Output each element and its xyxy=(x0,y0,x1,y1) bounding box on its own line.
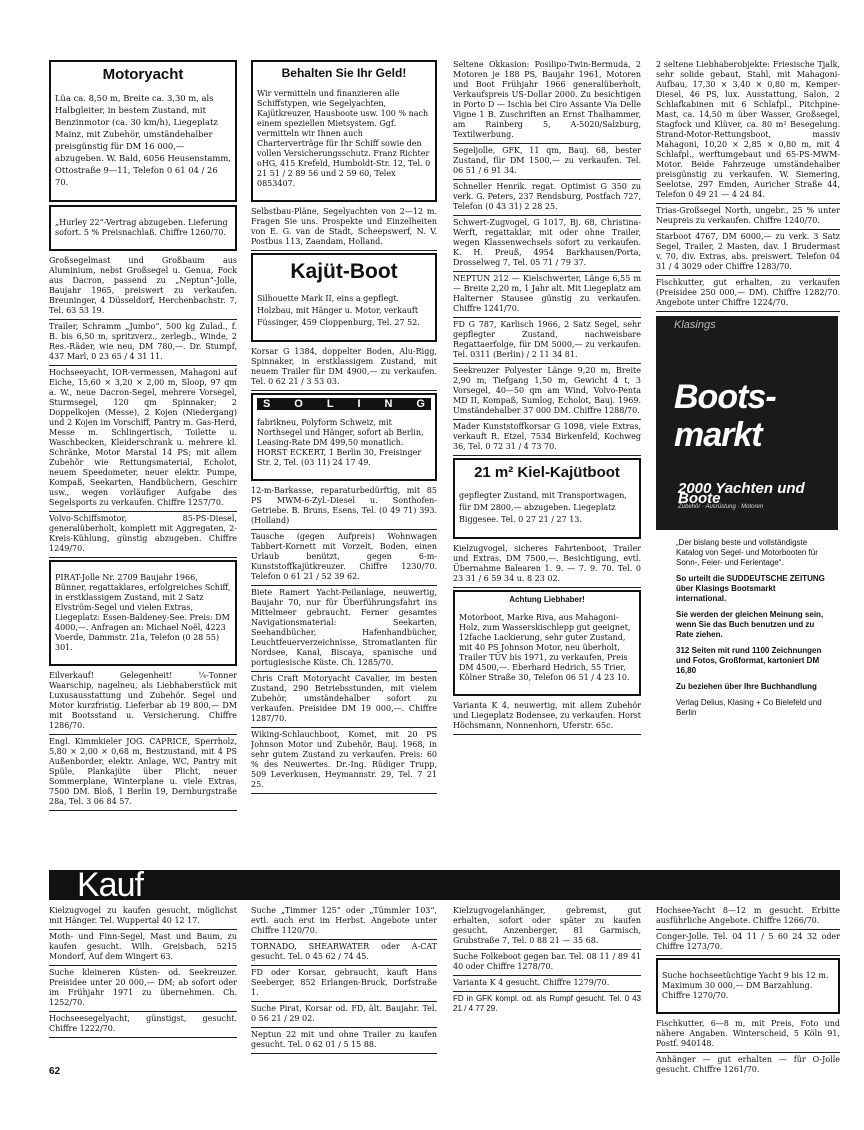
ad-text: Varianta K 4 gesucht. Chiffre 1279/70. xyxy=(453,978,610,987)
kauf-section-header xyxy=(49,866,840,904)
ad-chris-craft xyxy=(251,672,437,728)
ad-eilverkauf xyxy=(49,669,237,735)
ad-text: Wiking-Schlauchboot, Komet, mit 20 PS Johnson Motor und Zubehör, Bauj. 1968, in sehr gutem Zustand zu verkaufen. Preis: 60 % des Neuwertes. Dr.-Ing. Rüdiger Trupp, 509 Leverkusen, Heymannstr. 29, Tel. 7 21 25. xyxy=(251,730,437,789)
ad-text: Suche kleineren Küsten- od. Seekreuzer. Preisidee unter 20 000,— DM; ab sofort oder im Frühjahr 1971 zu übernehmen. Ch. 1252/70. xyxy=(49,968,237,1007)
soling-letter: S xyxy=(263,398,271,410)
kauf-ad xyxy=(656,930,840,956)
ad-okkasion xyxy=(453,58,641,144)
ad-title: 21 m² Kiel-Kajütboot xyxy=(474,464,620,481)
ad-text: Korsar G 1384, doppelter Boden, Alu-Rigg, Spinnaker, in erstklassigem Zustand, mit neuem Trailer für DM 4900,— zu verkaufen. Tel. 0 62 21 / 3 53 03. xyxy=(251,347,437,386)
ad-text: Kielzugvogel, sicheres Fahrtenboot, Trailer und Extras, DM 7500,—. Besichtigung, evtl. Übernahme Balearen 1. 9. — 7. 9. 70. Tel. 0 23 31 / 6 59 34 u. 8 23 02. xyxy=(453,544,641,583)
book-cover-image xyxy=(656,316,838,530)
ad-title: Motoryacht xyxy=(102,66,184,83)
kauf-ad xyxy=(453,904,641,950)
ad-text: PIRAT-Jolle Nr. 2709 Baujahr 1966, Bünner, regattaklares, erfolgreiches Schiff, in erstklassigem Zustand, mit 2 Satz Elvström-Segel und vielen Extras, Liegeplatz: Essen-Baldeney-See. Preis: DM 4000,—. Anfragen an: Michael Noël, 4223 Voerde, Dammstr. 21a, Telefon (0 28 55) 301. xyxy=(55,572,231,652)
soling-letter: N xyxy=(384,398,393,410)
kauf-column-1 xyxy=(49,904,237,1038)
ad-barkasse xyxy=(251,484,437,530)
kauf-column-4 xyxy=(656,904,840,1078)
ad-text: 2 seltene Liebhaberobjekte: Friesische Tjalk, sehr solide gebaut, Stahl, mit Mahagoni-Aufbau, 17,30 × 3,40 × 0,80 m, Kemper-Diesel, 46 PS, lux. Ausstattung, Salon, 2 Schlafkabinen mit 6 Schlafpl., Pitchpine-Mast, ca. 14,50 m über Wasser, Großsegel, Stagfock und Klüver, ca. 80 m² Besegelung. Strand-Motor-Rettungsboot, massiv Mahagoni, 10,20 × 2,85 × 0,80 m, mit 4 Schlafpl., werftumgebaut und 65-PS-MWM-Motor. Beide Fahrzeuge umständehalber preisgünstig zu verkaufen. W. Siemering, Seelotse, 297 Emden, Auricher Straße 44, Telefon 0 49 21 — 4 24 84. xyxy=(656,60,840,199)
ad-text: FD in GFK kompl. od. als Rumpf gesucht. Tel. 0 43 21 / 4 77 29. xyxy=(453,994,641,1013)
ad-text: Trailer, Schramm „Jumbo“, 500 kg Zulad., f. B. bis 6,50 m, spritzverz., zerlegb., Winde, 2 Res.-Räder, wie neu, DM 780,—. Dr. Stumpf, 437 Marl, 0 23 65 / 4 31 11. xyxy=(49,321,237,361)
ad-text: Tausche (gegen Aufpreis) Wohnwagen Tabbert-Kornett mit Vorzelt, Boden, einen Urlaub benützt, gegen 6-m-Kunststoffkajütkreuzer. Chiffre 1230/70. Telefon 0 61 21 / 52 39 62. xyxy=(251,532,437,581)
column-4 xyxy=(656,58,840,724)
ad-pirat xyxy=(49,560,237,666)
column-3 xyxy=(453,58,641,735)
ad-text: Selbstbau-Pläne, Segelyachten von 2—12 m. Fragen Sie uns. Prospekte und Einzelheiten von E. G. van de Stadt, Scheepswerf, N. V. Postbus 113, Zaandam, Holland. xyxy=(251,207,437,246)
ad-seekreuzer xyxy=(453,364,641,420)
soling-letter: L xyxy=(326,398,334,410)
kauf-header-label: Kauf xyxy=(77,866,143,904)
promo-availability: Zu beziehen über Ihre Buchhandlung xyxy=(676,682,817,691)
ad-text: Silhouette Mark II, eins a gepflegt. Holzbau, mit Hänger u. Motor, verkauft Füssinger, 459 Cloppenburg, Tel. 27 52. xyxy=(257,294,420,327)
ad-text: TORNADO, SHEARWATER oder A-CAT gesucht. Tel. 0 45 62 / 74 45. xyxy=(251,942,437,961)
ad-varianta xyxy=(453,699,641,735)
ad-neptun xyxy=(453,272,641,318)
ad-fd xyxy=(453,318,641,364)
ad-peilanlage xyxy=(251,586,437,672)
kauf-ad xyxy=(251,1028,437,1054)
ad-text: Hochseeyacht, IOR-vermessen, Mahagoni auf Eiche, 15,60 × 3,20 × 2,00 m, Sloop, 97 qm a. W., neue Dacron-Segel, mehrere Vorsegel, Sturmsegel, 120 qm Spinnaker; 2 Doppelkojen (Messe), 2 Kojen (Niedergang) und 2 Kojen im Vorschiff, Pantry m. Gas-Herd, Messe m. Schlingertisch, Toilette u. Waschbecken, Kleiderschrank u. mehrere kl. Schränke, Motor Marstal 14 PS; mit allem Zubehör wie Rettungsmaterial, Echolot, neuem Speedometer, neuer elektr. Pumpe, Kompaß, Seekarten, Handbüchern, Geschirr usw., wegen vorläufiger Aufgabe des Segelsports zu verkaufen. Chiffre 1257/70. xyxy=(49,367,237,507)
ad-text: Trias-Großsegel North, ungebr., 25 % unter Neupreis zu verkaufen. Chiffre 1240/70. xyxy=(656,206,840,225)
ad-text: Hochseesegelyacht, günstigst, gesucht. Chiffre 1222/70. xyxy=(49,1014,237,1033)
ad-text: Suche „Timmer 125“ oder „Tümmler 103“, evtl. auch erst im Herbst. Angebote unter Chiffre 1120/70. xyxy=(251,906,437,935)
ad-segeljolle xyxy=(453,144,641,180)
ad-text: Chris Craft Motoryacht Cavalier, im besten Zustand, 290 Betriebsstunden, mit vielem Zubehör, umständehalber sofort zu verkaufen. Preisidee DM 19 000,—. Chiffre 1287/70. xyxy=(251,674,437,723)
kauf-column-2 xyxy=(251,904,437,1054)
ad-hochseeyacht xyxy=(49,366,237,512)
ad-text: Starboot 4767, DM 6000,— zu verk. 3 Satz Segel, Trailer, 2 Masten, dav. 1 Brudermast v. 70, div. Extras, abs. preiswert. Telefon 04 31 / 4 3029 oder Chiffre 1283/70. xyxy=(656,232,840,271)
ad-text: Wir vermitteln und finanzieren alle Schiffstypen, wie Segelyachten, Kajütkreuzer, Hausboote usw. 100 % nach einem speziellen Mietsystem. Ggf. vermitteln wir Ihnen auch Charterverträge für Ihr Schiff sowie den vollen Versicherungsschutz. Franz Richter oHG, 415 Krefeld, Humboldt-Str. 12, Tel. 0 21 51 / 2 89 56 und 2 59 60, Telex 0853407. xyxy=(257,89,431,188)
ad-title: Behalten Sie Ihr Geld! xyxy=(281,66,407,80)
kauf-ad xyxy=(251,1002,437,1028)
ad-trailer xyxy=(49,320,237,366)
column-2 xyxy=(251,58,437,794)
ad-selbstbau xyxy=(251,205,437,251)
kauf-ad xyxy=(49,930,237,966)
kauf-ad xyxy=(453,992,641,1017)
column-1 xyxy=(49,58,237,811)
ad-text: Varianta K 4, neuwertig, mit allem Zubehör und Liegeplatz Bodensee, zu verkaufen. Horst Höchsmann, Nonnenhorn, Uferstr. 65c. xyxy=(453,701,641,730)
ad-text: 12-m-Barkasse, reparaturbedürftig, mit 85 PS MWM-6-Zyl.-Diesel u. Sonthofen-Getriebe. B. Bruns, Esens, Tel. (0 49 71) 393. (Holland) xyxy=(251,486,437,525)
ad-text: Suche Folkeboot gegen bar. Tel. 08 11 / 89 41 40 oder Chiffre 1278/70. xyxy=(453,952,641,971)
ad-title: Achtung Liebhaber! xyxy=(509,595,585,604)
kauf-ad xyxy=(453,976,641,992)
kauf-ad xyxy=(49,1012,237,1038)
ad-achtung xyxy=(453,590,641,696)
book-subtitle: 2000 Yachten und Boote xyxy=(678,480,805,507)
kauf-ad xyxy=(656,1017,840,1053)
ad-text: Motorboot, Marke Riva, aus Mahagoni-Holz, zum Wasserskischlepp gut geeignet, 12fache Lackierung, sehr guter Zustand, mit 40 PS Johnson Motor, neu überholt, Trailer TÜV bis 1971, zu verkaufen, Preis DM 4500,—. Eberhard Hedrich, 55 Trier, Kölner Straße 30, Telefon 06 51 / 4 23 10. xyxy=(459,613,631,682)
kauf-ad xyxy=(656,1053,840,1078)
ad-text: Conger-Jolle. Tel. 04 11 / 5 60 24 32 oder Chiffre 1273/70. xyxy=(656,932,840,951)
kauf-ad xyxy=(656,904,840,930)
soling-letter: O xyxy=(294,398,303,410)
ad-text: Anhänger — gut erhalten — für O-Jolle gesucht. Chiffre 1261/70. xyxy=(656,1055,840,1074)
ad-kielzugvogel xyxy=(453,542,641,588)
ad-kajuet-boot xyxy=(251,253,437,342)
soling-letter: G xyxy=(416,398,425,410)
ad-soling xyxy=(251,393,437,481)
ad-starboot xyxy=(656,230,840,276)
ad-text: „Hurley 22“-Vertrag abzugeben. Lieferung sofort. 5 % Preisnachlaß. Chiffre 1260/70. xyxy=(55,217,228,237)
ad-text: FD G 787, Karlisch 1966, 2 Satz Segel, sehr gepflegter Zustand, nachweisbare Regattaerfolge, für DM 5000,— zu verkaufen. Tel. 0311 (Berlin) / 2 11 34 81. xyxy=(453,320,641,359)
ad-title: Kajüt-Boot xyxy=(290,260,398,283)
ad-text: Biete Ramert Yacht-Peilanlage, neuwertig, Baujahr 70, nur für Überführungsfahrt ins Mittelmeer gebraucht. Ferner gesamtes Navigationsmaterial: Seekarten, Seehandbücher, Hafenhandbücher, Leuchtfeuerverzeichnisse, Stromatlanten für Nordsee, Kanal, Biscaya, spanische und portugiesische Küste. Ch. 1285/70. xyxy=(251,588,437,667)
ad-tausche xyxy=(251,530,437,586)
kauf-ad xyxy=(453,950,641,976)
ad-text: Lüa ca. 8,50 m, Breite ca. 3,30 m, als Halbgleiter, in bestem Zustand, mit Benzinmotor (ca. 30 km/h), Liegeplatz Mainz, mit Zubehör, umständehalber preisgünstig für DM 16 000,— abzugeben. W. Bald, 6056 Heusenstamm, Ottostraße 9—11, Telefon 0 61 04 / 26 70. xyxy=(55,93,231,188)
ad-mader xyxy=(453,420,641,456)
ad-kiel-kajuetboot xyxy=(453,458,641,539)
book-publisher: Klasings xyxy=(674,319,716,331)
kauf-ad xyxy=(49,904,237,930)
promo-quote: „Der bislang beste und vollständigste Katalog von Segel- und Motorbooten für Sonn-, Feier- und Ferientage“. xyxy=(676,538,818,567)
ad-text: FD oder Korsar, gebraucht, kauft Hans Seeberger, 852 Erlangen-Bruck, Dorfstraße 1. xyxy=(251,968,437,997)
ad-text: Suche hochseetüchtige Yacht 9 bis 12 m. Maximum 30 000,— DM Barzahlung. Chiffre 1270/70. xyxy=(662,971,829,1000)
ad-text: Kielzugvogelanhänger, gebremst, gut erhalten, sofort oder später zu kaufen gesucht. Anzenberger, 81 Garmisch, Grubstraße 7, Tel. 0 88 21 — 35 68. xyxy=(453,906,641,945)
ad-text: Suche Pirat, Korsar od. FD, ält. Baujahr. Tel. 0 56 21 / 29 02. xyxy=(251,1004,437,1023)
soling-letter: I xyxy=(357,398,361,410)
ad-behalten xyxy=(251,60,437,202)
ad-text: fabrikneu, Polyform Schweiz, mit Northsegel und Hänger, sofort ab Berlin, Leasing-Rate DM 499,50 monatlich. HORST ECKERT, 1 Berlin 30, Freisinger Str. 2, Tel. (03 11) 24 17 49. xyxy=(257,418,424,467)
ad-motoryacht xyxy=(49,60,237,202)
soling-banner xyxy=(257,398,431,410)
ad-zugvogel xyxy=(453,216,641,272)
ad-text: Schneller Henrik. regat. Optimist G 350 zu verk. G. Peters, 237 Rendsburg, Postfach 727, Telefon (0 43 31) 2 28 25. xyxy=(453,182,641,211)
ad-hurley xyxy=(49,205,237,251)
book-promo xyxy=(656,534,840,718)
ad-text: Neptun 22 mit und ohne Trailer zu kaufen gesucht. Tel. 0 62 01 / 5 15 88. xyxy=(251,1030,437,1049)
ad-text: Fischkutter, gut erhalten, zu verkaufen (Preisidee 250 000,— DM). Chiffre 1282/70. Angebote unter Chiffre 1224/70. xyxy=(656,278,840,307)
ad-text: Hochsee-Yacht 8—12 m gesucht. Erbitte ausführliche Angebote. Chiffre 1266/70. xyxy=(656,906,840,925)
ad-fischkutter xyxy=(656,276,840,312)
kauf-ad xyxy=(251,940,437,966)
ad-text: Fischkutter, 6—8 m, mit Preis, Foto und nähere Angaben. Winterscheid, 5 Köln 91, Postf. 940148. xyxy=(656,1019,840,1048)
kauf-ad xyxy=(251,904,437,940)
book-title: Boots-markt xyxy=(674,378,776,454)
ad-text: Volvo-Schiffsmotor, 85-PS-Diesel, generalüberholt, komplett mit Aggregaten, 2-Kreis-Kühlung, günstig abzugeben. Chiffre 1249/70. xyxy=(49,513,237,553)
kauf-column-3 xyxy=(453,904,641,1017)
promo-publisher: Verlag Delius, Klasing + Co Bielefeld und Berlin xyxy=(676,698,822,717)
promo-source: So urteilt die SUDDEUTSCHE ZEITUNG über Klasings Bootsmarkt international. xyxy=(676,574,825,603)
page-number: 62 xyxy=(49,1066,61,1077)
ad-kimmkieler xyxy=(49,735,237,811)
kauf-ad-boxed xyxy=(656,958,840,1014)
ad-text: Kielzugvogel zu kaufen gesucht, möglichst mit Hänger. Tel. Wuppertal 40 12 17. xyxy=(49,906,237,925)
ad-text: Eilverkauf! Gelegenheit! ¼-Tonner Waarschip, nagelneu, als Liebhaberstück mit Luxusausstattung und Zubehör. Segel und Motor kurzfristig. Lieferbar ab 19 800,— DM mit Bootsstand u. Versicherung. Chiffre 1286/70. xyxy=(49,670,237,730)
kauf-ad xyxy=(49,966,237,1012)
ad-text: Seltene Okkasion: Posilipo-Twin-Bermuda, 2 Motoren je 188 PS, Baujahr 1961, Motoren und Boot Frühjahr 1966 generalüberholt, Verkaufspreis US-Dollar 2000. Zu besichtigen in Porto D — Ischia bei Ciro Assante Via Delle Vigne 1 B. Zuschriften an Ernst Thalhammer, am Rainberg 5, A-5020/Salzburg, Textilwerbung. xyxy=(453,60,641,139)
promo-text: Sie werden der gleichen Meinung sein, wenn Sie das Buch benutzen und zu Rate ziehen. xyxy=(676,610,824,639)
ad-tjalk xyxy=(656,58,840,204)
ad-text: Schwert-Zugvogel, G 1017, Bj. 68, Christina-Werft, regattaklar, mit oder ohne Trailer, wegen Klassenwechsels sofort zu verkaufen. K. H. Preuß, 4954 Barkhausen/Porta, Drosselweg 7, Tel. 05 71 / 79 37. xyxy=(453,218,641,267)
book-tagline: Zubehör · Ausrüstung · Motoren xyxy=(678,504,764,510)
ad-text: Großsegelmast und Großbaum aus Aluminium, nebst Großsegel u. Genua, Fock aus Dacron, passend zu „Neptun“-Jolle, Baujahr 1965, preiswert zu verkaufen. Breuninger, 4 Düsseldorf, Herchenbachstr. 7, Tel. 63 53 19. xyxy=(49,255,237,315)
ad-text: Moth- und Finn-Segel, Mast und Baum, zu kaufen gesucht. Wilh. Greisbach, 5215 Mondorf, Auf dem Wingert 63. xyxy=(49,932,237,961)
ad-volvo xyxy=(49,512,237,558)
promo-specs: 312 Seiten mit rund 1100 Zeichnungen und Fotos, Großformat, kartoniert DM 16,80 xyxy=(676,646,822,675)
kauf-ad xyxy=(251,966,437,1002)
ad-optimist xyxy=(453,180,641,216)
ad-text: NEPTUN 212 — Kielschwerter, Länge 6,55 m — Breite 2,20 m, 1 Jahr alt. Mit Liegeplatz am Halterner Stausee günstig zu verkaufen. Chiffre 1241/70. xyxy=(453,274,641,313)
ad-trias xyxy=(656,204,840,230)
ad-text: gepflegter Zustand, mit Transportwagen, für DM 2800,— abzugeben. Liegeplatz Biggesee. Tel. 0 27 21 / 27 13. xyxy=(459,491,627,524)
ad-wiking xyxy=(251,728,437,794)
ad-text: Seekreuzer Polyester Länge 9,20 m, Breite 2,90 m, Tiefgang 1,50 m, Gewicht 4 t, 3 Vorsegel, 40—50 qm am Wind, Volvo-Penta MD II, Kompaß, Sumlog, Echolot, Bauj. 1969. Umständehalber 37 000 DM. Chiffre 1288/70. xyxy=(453,366,641,415)
ad-korsar xyxy=(251,345,437,391)
ad-text: Mader Kunststoffkorsar G 1098, viele Extras, verkauft R. Etzel, 7534 Birkenfeld, Kochweg 36, Tel. 0 72 31 / 4 73 70. xyxy=(453,422,641,451)
ad-grosssegelmast xyxy=(49,254,237,320)
ad-text: Engl. Kimmkieler JOG. CAPRICE, Sperrholz, 5,80 × 2,00 × 0,68 m, Bestzustand, mit 4 PS Außenborder, elektr. Anlage, WC, Pantry mit Spüle, Plankajüte über Plicht, neuer Sommerplane, Winterplane u. viele Extras, 7500 DM. Bloß, 1 Berlin 19, Dernburgstraße 28a, Tel. 3 06 84 57. xyxy=(49,736,237,806)
ad-text: Segeljolle, GFK, 11 qm, Bauj. 68, bester Zustand, für DM 1500,— zu verkaufen. Tel. 06 51 / 6 91 34. xyxy=(453,146,641,175)
